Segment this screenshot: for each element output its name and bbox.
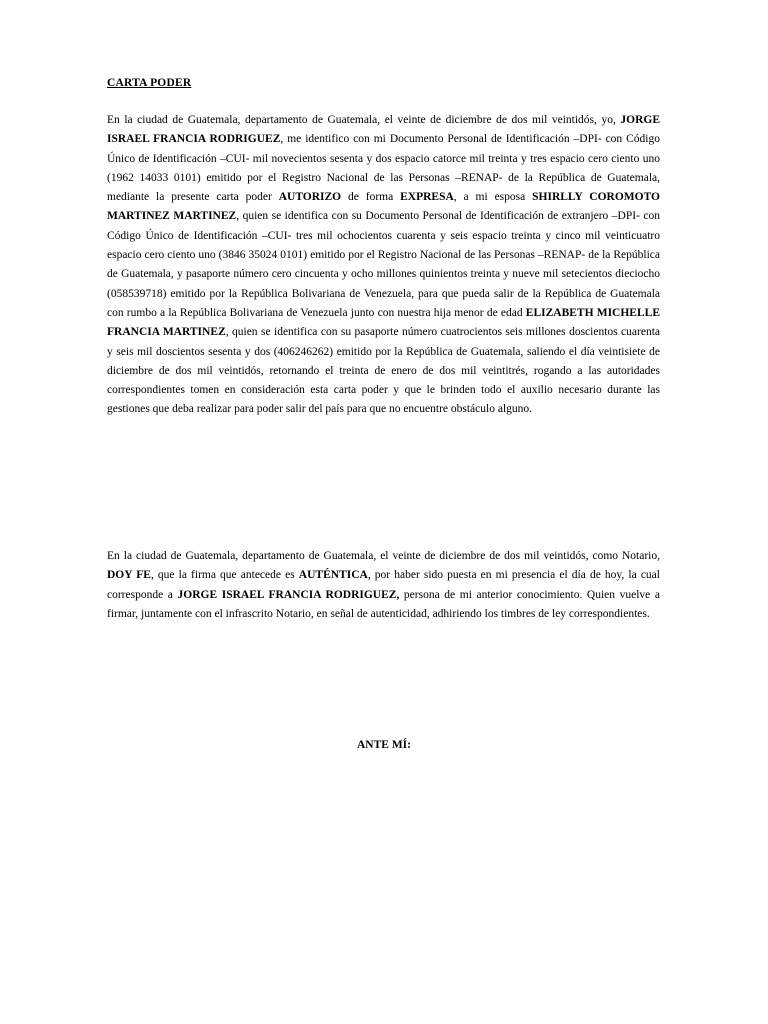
- authorization-paragraph: [107, 111, 660, 420]
- emphasis-autorizo: AUTORIZO: [278, 191, 342, 204]
- text-run: , quien se identifica con su pasaporte número cuatrocientos seis millones doscientos cuarenta y seis mil doscientos sesenta y dos (406246262) emitido por la República de Guatemala, saliendo el día veintisiete de diciembre de dos mil veintidós, retornando el treinta de enero de dos mil veintitrés, rogando a las autoridades correspondientes tomen en consideración esta carta poder y que le brinden todo el auxilio necesario durante las gestiones que deba realizar para poder salir del país para que no encuentre obstáculo alguno.: [107, 326, 660, 416]
- text-run: , quien se identifica con su Documento Personal de Identificación de extranjero –DPI- con Código Único de Identificación –CUI- tres mil ochocientos cuarenta y seis espacio treinta y cinco mil veinticuatro espacio cero ciento uno (3846 35024 0101) emitido por el Registro Nacional de las Personas –RENAP- de la República de Guatemala, y pasaporte número cero cincuenta y ocho millones quinientos treinta y nueve mil setecientos dieciocho (058539718) emitido por la República Bolivariana de Venezuela, para que pueda salir de la República de Guatemala con rumbo a la República Bolivariana de Venezuela junto con nuestra hija menor de edad: [107, 210, 661, 319]
- text-run: , a mi esposa: [453, 191, 533, 204]
- text-run: En la ciudad de Guatemala, departamento de Guatemala, el veinte de diciembre de dos mil veintidós, yo,: [107, 114, 621, 126]
- text-run: , me identifico con mi Documento Personal de Identificación –DPI- con Código Único de Identificación –CUI- mil novecientos sesenta y dos espacio catorce mil treinta y tres espacio cero ciento uno (1962 14033 0101) emitido por el Registro Nacional de las Personas –RENAP- de la República de Guatemala, mediante la presente carta poder: [107, 133, 660, 204]
- text-run: persona de mi anterior conocimiento. Quien vuelve a firmar, juntamente con el infrascrito Notario, en señal de autenticidad, adhiriendo los timbres de ley correspondientes.: [107, 588, 660, 620]
- text-run: , por haber sido puesta en mi presencia el día de hoy, la cual corresponde a: [107, 569, 660, 601]
- signer-name: JORGE ISRAEL FRANCIA RODRIGUEZ,: [177, 588, 400, 601]
- emphasis-expresa: EXPRESA: [400, 191, 454, 204]
- ante-mi-heading: ANTE MÍ:: [357, 739, 411, 751]
- text-run: , que la firma que antecede es: [150, 569, 299, 582]
- document-title: CARTA PODER: [107, 77, 192, 89]
- notary-paragraph: [107, 547, 660, 624]
- emphasis-doy-fe: DOY FE: [107, 569, 151, 582]
- emphasis-autentica: AUTÉNTICA: [298, 569, 368, 582]
- grantor-name: JORGE ISRAEL FRANCIA RODRIGUEZ: [107, 114, 660, 146]
- minor-name: ELIZABETH MICHELLE FRANCIA MARTINEZ: [107, 306, 660, 339]
- text-run: En la ciudad de Guatemala, departamento de Guatemala, el veinte de diciembre de dos mil veintidós, como Notario,: [107, 550, 660, 562]
- attorney-name: SHIRLLY COROMOTO MARTINEZ MARTINEZ: [107, 191, 661, 223]
- text-run: de forma: [341, 191, 401, 204]
